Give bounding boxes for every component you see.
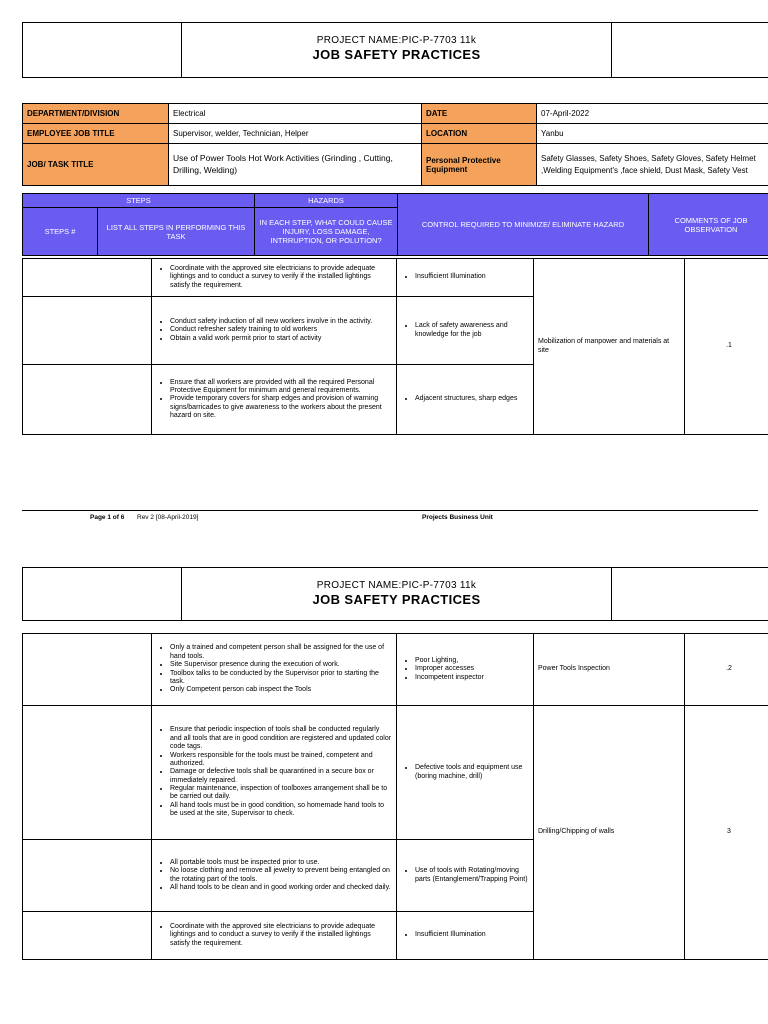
task-label: JOB/ TASK TITLE: [23, 144, 169, 186]
each-step-heading: IN EACH STEP, WHAT COULD CAUSE INJURY, LOSS DAMAGE, INTRRUPTION, OR POLUTION?: [255, 208, 398, 256]
list-item: • Damage or defective tools shall be quarantined in a secure box or immediately repaired.: [170, 768, 392, 785]
project-name: PROJECT NAME:PIC-P-7703 11k: [316, 580, 477, 591]
document-title: JOB SAFETY PRACTICES: [312, 592, 481, 607]
header-center-cell: [182, 568, 612, 620]
row1-blank: [23, 634, 152, 706]
list-item: • Use of tools with Rotating/moving parts (Entanglement/Trapping Point): [415, 867, 529, 884]
step-number-1: .1: [685, 259, 768, 435]
ppe-label: Personal Protective Equipment: [422, 144, 537, 186]
hazards-heading: HAZARDS: [255, 194, 398, 208]
row4-hazard: [397, 912, 534, 960]
page1-header-box: [22, 22, 768, 78]
employee-value: Supervisor, welder, Technician, Helper: [169, 124, 422, 144]
list-item: • Provide temporary covers for sharp edges and provision of warning signs/barricades to give awareness to the workers about the present hazard on site.: [170, 395, 392, 420]
page-number: Page 1 of 6: [90, 514, 125, 521]
document-title: JOB SAFETY PRACTICES: [312, 47, 481, 62]
row2-control: [152, 297, 397, 365]
drilling-step: Drilling/Chipping of walls: [534, 706, 685, 960]
header-right-cell: [612, 568, 768, 620]
row1-hazard: [397, 259, 534, 297]
power-tools-step: Power Tools Inspection: [534, 634, 685, 706]
employee-label: EMPLOYEE JOB TITLE: [23, 124, 169, 144]
list-item: • Adjacent structures, sharp edges: [415, 395, 529, 403]
ppe-value: Safety Glasses, Safety Shoes, Safety Gloves, Safety Helmet ,Welding Equipment's ,face shield, Dust Mask, Safety Vest: [537, 144, 768, 186]
header-left-cell: [23, 568, 182, 620]
row4-control: [152, 912, 397, 960]
row2-blank: [23, 297, 152, 365]
location-value: Yanbu: [537, 124, 768, 144]
list-item: • Site Supervisor presence during the execution of work.: [170, 661, 392, 669]
list-steps-heading: LIST ALL STEPS IN PERFORMING THIS TASK: [98, 208, 255, 256]
row3-control: [152, 365, 397, 435]
row3-hazard: [397, 840, 534, 912]
list-item: • Defective tools and equipment use (boring machine, drill): [415, 764, 529, 781]
comments-heading: COMMENTS OF JOB OBSERVATION: [649, 194, 768, 256]
row3-blank: [23, 840, 152, 912]
revision: Rev 2 [08-April-2019]: [137, 514, 199, 521]
header-center-cell: [182, 23, 612, 77]
row3-blank: [23, 365, 152, 435]
control-heading: CONTROL REQUIRED TO MINIMIZE/ ELIMINATE HAZARD: [398, 194, 649, 256]
location-label: LOCATION: [422, 124, 537, 144]
list-item: • Workers responsible for the tools must be trained, competent and authorized.: [170, 752, 392, 769]
list-item: • Only Competent person cab inspect the Tools: [170, 686, 392, 694]
list-item: • All hand tools to be clean and in good working order and checked daily.: [170, 884, 392, 892]
row2-blank: [23, 706, 152, 840]
list-item: • No loose clothing and remove all jewelry to prevent being entangled on the rotating part of the tools.: [170, 867, 392, 884]
page2-main-table: [22, 633, 768, 960]
list-item: • Ensure that all workers are provided with all the required Personal Protective Equipment for minimum and general requirements.: [170, 379, 392, 396]
row2-hazard: [397, 706, 534, 840]
list-item: • Coordinate with the approved site electricians to provide adequate lightings and to conduct a survey to verify if the installed lightings satisfy the requirement.: [170, 923, 392, 948]
department-label: DEPARTMENT/DIVISION: [23, 104, 169, 124]
row1-control: [152, 259, 397, 297]
list-item: • Obtain a valid work permit prior to start of activity: [170, 335, 392, 343]
steps-no-heading: STEPS #: [23, 208, 98, 256]
list-item: • All portable tools must be inspected prior to use.: [170, 859, 392, 867]
list-item: • Lack of safety awareness and knowledge for the job: [415, 322, 529, 339]
row1-hazard: [397, 634, 534, 706]
business-unit: Projects Business Unit: [422, 514, 493, 521]
header-left-cell: [23, 23, 182, 77]
steps-header-table: [22, 193, 768, 256]
list-item: • Improper accesses: [415, 665, 529, 673]
date-label: DATE: [422, 104, 537, 124]
row1-blank: [23, 259, 152, 297]
list-item: • All hand tools must be in good condition, so homemade hand tools to be used at the site, Supervisor to check.: [170, 802, 392, 819]
steps-heading: STEPS: [23, 194, 255, 208]
list-item: • Poor Lighting,: [415, 657, 529, 665]
step-number-3: 3: [685, 706, 768, 960]
page-footer: [22, 510, 758, 521]
list-item: • Ensure that periodic inspection of tools shall be conducted regularly and all tools that are in good condition are registered and updated color code tags.: [170, 726, 392, 751]
list-item: • Conduct safety induction of all new workers involve in the activity.: [170, 318, 392, 326]
list-item: • Insufficient Illumination: [415, 931, 529, 939]
row4-blank: [23, 912, 152, 960]
list-item: • Toolbox talks to be conducted by the Supervisor prior to starting the task.: [170, 670, 392, 687]
header-right-cell: [612, 23, 768, 77]
task-value: Use of Power Tools Hot Work Activities (Grinding , Cutting, Drilling, Welding): [169, 144, 422, 186]
row3-hazard: [397, 365, 534, 435]
page2-header-box: [22, 567, 768, 621]
page1-main-table: [22, 258, 768, 435]
list-item: • Incompetent inspector: [415, 674, 529, 682]
row1-control: [152, 634, 397, 706]
list-item: • Coordinate with the approved site electricians to provide adequate lightings and to conduct a survey to verify if the installed lightings satisfy the requirement.: [170, 265, 392, 290]
step-number-2: .2: [685, 634, 768, 706]
list-item: • Conduct refresher safety training to old workers: [170, 326, 392, 334]
project-name: PROJECT NAME:PIC-P-7703 11k: [316, 35, 477, 46]
info-table: [22, 103, 768, 186]
date-value: 07-April-2022: [537, 104, 768, 124]
list-item: • Only a trained and competent person shall be assigned for the use of hand tools.: [170, 644, 392, 661]
mobilization-step: Mobilization of manpower and materials at site: [534, 259, 685, 435]
row2-control: [152, 706, 397, 840]
list-item: • Regular maintenance, inspection of toolboxes arrangement shall be to be carried out daily.: [170, 785, 392, 802]
department-value: Electrical: [169, 104, 422, 124]
row3-control: [152, 840, 397, 912]
list-item: • Insufficient Illumination: [415, 273, 529, 281]
row2-hazard: [397, 297, 534, 365]
